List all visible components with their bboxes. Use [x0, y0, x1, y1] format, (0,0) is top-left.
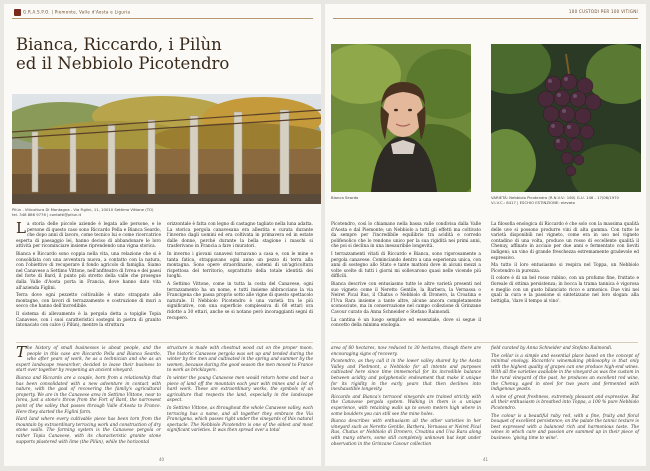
title-line-2: ed il Nebbiolo Picotendro	[16, 53, 230, 73]
left-body-col-1: La storia delle piccole aziende è legata alle persone, e le persone di questo caso sono Riccardo Pella e Bianca Seardo, che dopo anni di lavoro, come tecnico lui e come ricercatrice esperta di paesaggio lei, hanno deciso di abbandonare le loro attività per ricominciare insieme riprendendo una vigna storica. Bianca e Riccardo sono coppia nella vita, una relazione che si è consolidata con una avventura nuova, a contatto con la natura, con l'obiettivo di recuperare il fondo agricolo di famiglia. Siamo nel Canavese a Settimo Vittone, nell'anfiteatro di Ivrea e dei paesi del forte di Bard, il punto più stretto della valle che prosegue dalla Valle d'Aosta porta in Francia, dove hanno dato vita all'azienda Figlini. Terra dove ogni pezzetto coltivabile è stato strappato alle montagne, con lavori di terrazzamento e costruzione di muri a secco che hanno dell'incredibile. Il sistema di allevamento è la pergola detta a topiglie Topia Canavese, con i suoi caratteristici sostegni in pietra di granito intonacato con calce (i Pilùn), mentre la struttura	[16, 219, 161, 329]
page-number-left: 40	[159, 457, 165, 462]
title-line-1: Bianca, Riccardo, i Pilùn	[16, 35, 222, 54]
right-english-col-1: area of 60 hectares, now reduced to 30 hectares, though there are encouraging signs of recovery. Picotendro, as they call it in the lower valley shared by the Aosta Valley and Piedmont, a Nebbiolo for all intents and purposes cultivated here since time immemorial for its incredible balance between acidity and polyphenolic endowment that make it unique for its rigidity in the early years that then declines into inexhaustible longevity. Riccardo and Bianca's terraced vineyards are trained strictly with the Canavese pergola system. Walking in them is a unique experience, with retaining walls up to seven meters high where in some boulders you can still see the mine holes. Bianca describes with enthusiasm all the other varieties in her vineyard such as Neretto Gentile, Barbera, Vernassa or Neiret Pical Rus, Chatus or Nebbiolo di Dronero, Croatina and Uva Rara along with many others, some still completely unknown but kept under observation in the Grinzane Cavour collection	[331, 346, 481, 447]
portrait-caption: Bianca Seardo	[331, 195, 359, 200]
right-body-col-2: La filosofia enologica di Riccardo è che solo con la massima qualità delle uve si possono produrre vini di alta gamma. Con tutte le varietà disponibili nel vigneto, come era in uso nel vigneto contadino di una volta, produce un rosso di eccellente qualità il Chenuy, affinato in acciaio per due anni e fermentato con lieviti indigeni; un vino di grande freschezza estremamente gradevole ed espressivo. Ma tutto il loro entusiasmo si respira nel Toppa, un Nebbiolo Picotendro in purezza. Il colore è di un bel rosso rubino, con un profumo fine, fruttato e floreale di ottima persistenza; in bocca la trama tannica è vigorosa e meglio con un gusto bilanciato ricco e armonico. Due vini nei quali la cura e la passione si sintetizzano nel loro slogan: alla bottiglia, 'dare il tempo al vino'.	[491, 222, 639, 304]
portrait-photo	[331, 44, 471, 192]
left-page	[4, 4, 321, 466]
header-left: G.R.A.S.P.O. | Piemonte, Valle d'Aosta e Liguria	[14, 9, 130, 16]
grapes-caption: VARIETÀ: Nebbiolo Picotendro (R.N.V.V.: 160) G.U. 146 - 17/06/1970 V.I.V.C.: 8417 | ESCHIO ESTINZIONE: elevato	[491, 195, 619, 205]
grapes-image	[491, 44, 641, 192]
vineyard-caption: Pilùn - Viticoltura Di Montagna - Via Figlini, 11, 10010 Settimo Vittone (TO) tel. 348 886 9776 | contatti@pilun.it	[12, 207, 154, 217]
header-rule-right	[333, 18, 638, 19]
left-english-col-1: The history of small businesses is about people, and the people in this case are Riccardo Pella and Bianca Seardo, who after years of work, he as a technician and she as an expert landscape researcher, decided to leave their business to start over together by reopening an ancient vineyard. Bianca and Riccardo are a couple, born from a relationship that has been consolidated with a new adventure in contact with nature, with the goal of recovering the family's agricultural property. We are in the Canavese area in Settimo Vittone, near to Ivrea, just a stone's throw from the Fort of Bard, the narrowest point of the valley that passes through Valle d'Aosta to France. Here they started the Figlini farm. Hard land where every cultivable piece has been torn from the mountain by extraordinary terracing work and construction of dry stone walls. The farming system is the Canavese pergola or rather Topia Canavese, with its characteristic granite stone supports plastered with lime (the Pilùn), while the horizontal	[16, 343, 161, 445]
graspo-logo-icon	[14, 9, 21, 16]
right-english-col-2: field curated by Anna Schneider and Stefano Raimondi. The cellar is a simple and essential place based on the concept of minimal enology. Riccardo's winemaking philosophy is that only with the highest quality of grapes can one produce high-end wines. With all the varieties available in the vineyard as was the custom in the rural vineyard of the past, he produces an excellent red wine, the Chenuy, aged in steel for two years and fermented with indigenous yeasts. A wine of great freshness, extremely pleasant and expressive. But all their enthusiasm is breathed into Toppa, a 100 % pure Nebbiolo Picotendro. The colour is a beautiful ruby red, with a fine, fruity and floral bouquet of excellent persistence; on the palate the tannic texture is best expressed with a balanced rich and harmonious taste. The wines in which care and passion are summed up in their piece of business: 'giving time to wine'.	[491, 346, 639, 441]
dropcap-t: T	[16, 343, 27, 361]
portrait-image	[331, 44, 471, 192]
right-page	[325, 4, 646, 466]
section-divider-right	[331, 342, 638, 343]
vineyard-pergola-photo	[12, 94, 321, 204]
header-right: 100 CUSTODI PER 100 VITIGNI	[568, 9, 638, 14]
section-divider	[16, 342, 313, 343]
dropcap-l: L	[16, 219, 26, 237]
left-body-col-2: orizzontale è fatta con legno di castagno tagliato nella luna adatta. La storica pergola canavesana era allestita e curata durante l'inverno dagli uomini ed era coltivata in primavera ed in estate dalle donne, perché durante la bella stagione i maschi si trasferivano in Francia a fare i muratori. In inverno i giovani canavesi tornavano a casa e, con le mine e tanta fatica, strappavano ogni anno un pezzo di terra alla montagna. Sono opere straordinarie, sistemi di un'agricoltura rispettosa del territorio, soprattutto della totale identità dei luoghi. A Settimo Vittone, come in tutta la costa del Canavese, ogni terrazzamento ha un nome, e tutti insieme abbracciano la via Francigena che passa proprio sotto alle vigne di questo spettacolo naturale. Il Nebbiolo Picotendro è una varietà tra le più significative, con una superficie complessiva di 60 ettari ora ridotte a 30 ettari, anche se si notano però incoraggianti segni di recupero.	[167, 222, 313, 321]
vineyard-pergola-image	[12, 94, 321, 204]
grapes-photo	[491, 44, 641, 192]
article-title	[16, 36, 316, 73]
page-number-right: 41	[483, 457, 489, 462]
right-body-col-1: Picotendro, così lo chiamano nella bassa valle condivisa dalla Valle d'Aosta e dal Piemonte; un Nebbiolo a tutti gli effetti ma coltivato da sempre per l'incredibile equilibrio tra acidità e corredo polifenolico che lo rendono unico per la sua rigidità nei primi anni, che poi si declina in una inesauribile longevità. I terrazzamenti vitati di Riccardo e Bianca, sono rigorosamente a pergola canavese. Cominciando dentro a una esperienza unica, con anni di sostegno allo Stato e tante mattoni dove in alcuni mezzi a volte scelte di tutti i giorni mi sollevarono quasi nelle vicende più difficili. Bianca descrive con entusiasmo tutte le altre varietà presenti nel suo vigneto come il Neretto Gentile, la Barbera, la Vernassa o Neiret Pical Rus, il Chatus o Nebbiolo di Dronero, la Croatina e l'Uva Rara insieme a tante altre, alcune ancora completamente sconosciute, ma in conservazione nel campo collezione di Grinzane Cavour curato da Anna Schneider e Stefano Raimondi. La cantina è un luogo semplice ed essenziale, dove si segue il concetto della minima enologia.	[331, 222, 481, 329]
left-english-col-2: structure is made with chestnut wood cut on the proper moon. The historic Canavese pergola was set up and tended during the winter by the men and cultivated in the spring and summer by the women, because during the good season the men moved to France to work as bricklayers. In winter the young Canavese men would return home and tear a piece of land off the mountain each year with mines and a lot of hard work. These are extraordinary works, the symbols of an agriculture that respects the land, especially in the landscape aspect. In Settimo Vittone, as throughout the whole Canavese valley, each terracing has a name, and all together they embrace the Via Francigena, which passes right under the vineyards of this natural spectacle. The Nebbiolo Picotendro is one of the oldest and most significant varieties. It was then spread over a total	[167, 346, 313, 434]
header-rule	[12, 18, 313, 19]
